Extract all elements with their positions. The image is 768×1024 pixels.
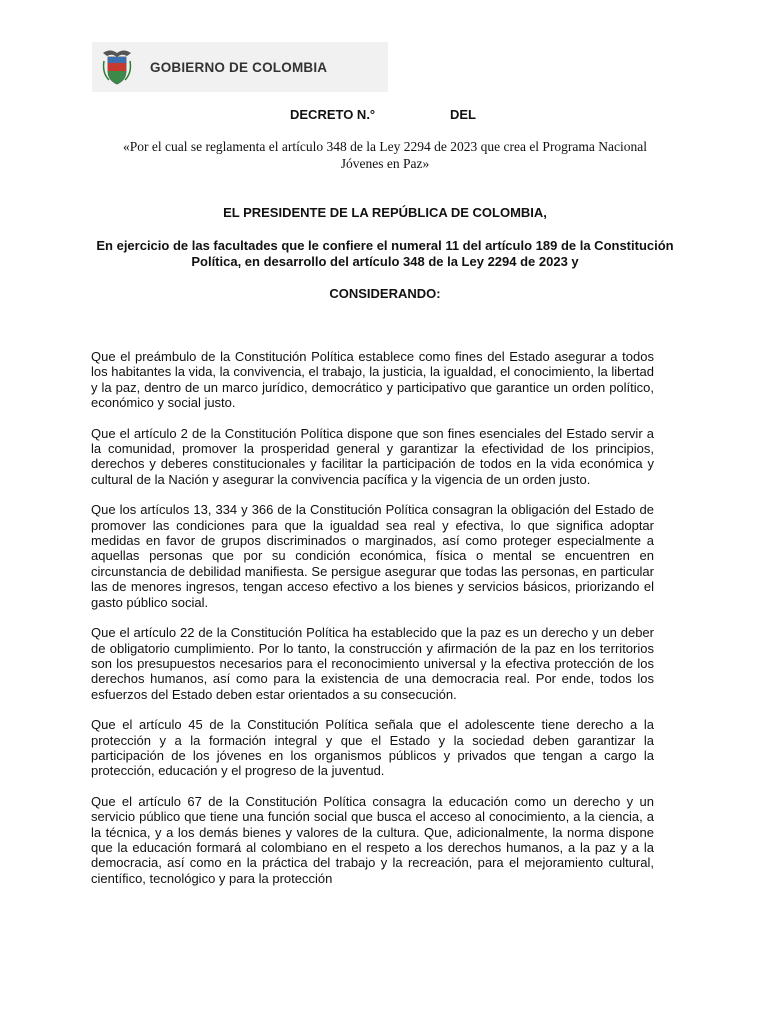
- paragraph: Que el artículo 67 de la Constitución Política consagra la educación como un derecho y un servicio público que tiene una función social que busca el acceso al conocimiento, a la ciencia, a la técnica, y a los demás bienes y valores de la cultura. Que, adicionalmente, la norma dispone que la educación formará al colombiano en el respeto a los derechos humanos, a la paz y a la democracia, así como en la práctica del trabajo y la recreación, para el mejoramiento cultural, científico, tecnológico y para la protección: [91, 793, 654, 886]
- paragraph: Que los artículos 13, 334 y 366 de la Constitución Política consagran la obligación del Estado de promover las condiciones para que la igualdad sea real y efectiva, lo que significa adoptar medidas en favor de grupos discriminados o marginados, así como proteger especialmente a aquellas personas que por su condición económica, física o mental se encuentren en circunstancia de debilidad manifiesta. Se persigue asegurar que todas las personas, en particular las de menores ingresos, tengan acceso efectivo a los bienes y servicios básicos, priorizando el gasto público social.: [91, 502, 654, 610]
- decree-date-label: DEL: [450, 107, 476, 122]
- government-header: [92, 42, 388, 92]
- paragraph: Que el preámbulo de la Constitución Política establece como fines del Estado asegurar a todos los habitantes la vida, la convivencia, el trabajo, la justicia, la igualdad, el conocimiento, la libertad y la paz, dentro de un marco jurídico, democrático y participativo que garantice un orden político, económico y social justo.: [91, 349, 654, 411]
- document-body: [91, 349, 654, 901]
- considering-heading: CONSIDERANDO:: [329, 286, 441, 301]
- government-name: GOBIERNO DE COLOMBIA: [150, 59, 328, 75]
- coat-of-arms-icon: [100, 47, 134, 87]
- paragraph: Que el artículo 22 de la Constitución Política ha establecido que la paz es un derecho y un deber de obligatorio cumplimiento. Por lo tanto, la construcción y afirmación de la paz en los territorios son los presupuestos necesarios para el reconocimiento universal y la efectiva protección de los derechos humanos, así como para la existencia de una democracia real. Por ende, todos los esfuerzos del Estado deben estar orientados a su consecución.: [91, 625, 654, 702]
- paragraph: Que el artículo 2 de la Constitución Política dispone que son fines esenciales del Estado servir a la comunidad, promover la prosperidad general y garantizar la efectividad de los principios, derechos y deberes constitucionales y facilitar la participación de todos en la vida económica y cultural de la Nación y asegurar la convivencia pacífica y la vigencia de un orden justo.: [91, 425, 654, 487]
- paragraph: Que el artículo 45 de la Constitución Política señala que el adolescente tiene derecho a la protección y a la formación integral y que el Estado y la sociedad deben garantizar la participación de los jóvenes en los organismos públicos y privados que tengan a cargo la protección, educación y el progreso de la juventud.: [91, 717, 654, 779]
- decree-subtitle: «Por el cual se reglamenta el artículo 348 de la Ley 2294 de 2023 que crea el Programa Nacional Jóvenes en Paz»: [122, 139, 648, 171]
- president-heading: EL PRESIDENTE DE LA REPÚBLICA DE COLOMBIA,: [223, 205, 547, 220]
- exercise-clause: En ejercicio de las facultades que le confiere el numeral 11 del artículo 189 de la Constitución Política, en desarrollo del artículo 348 de la Ley 2294 de 2023 y: [96, 238, 674, 269]
- decree-number-label: DECRETO N.°: [290, 107, 376, 122]
